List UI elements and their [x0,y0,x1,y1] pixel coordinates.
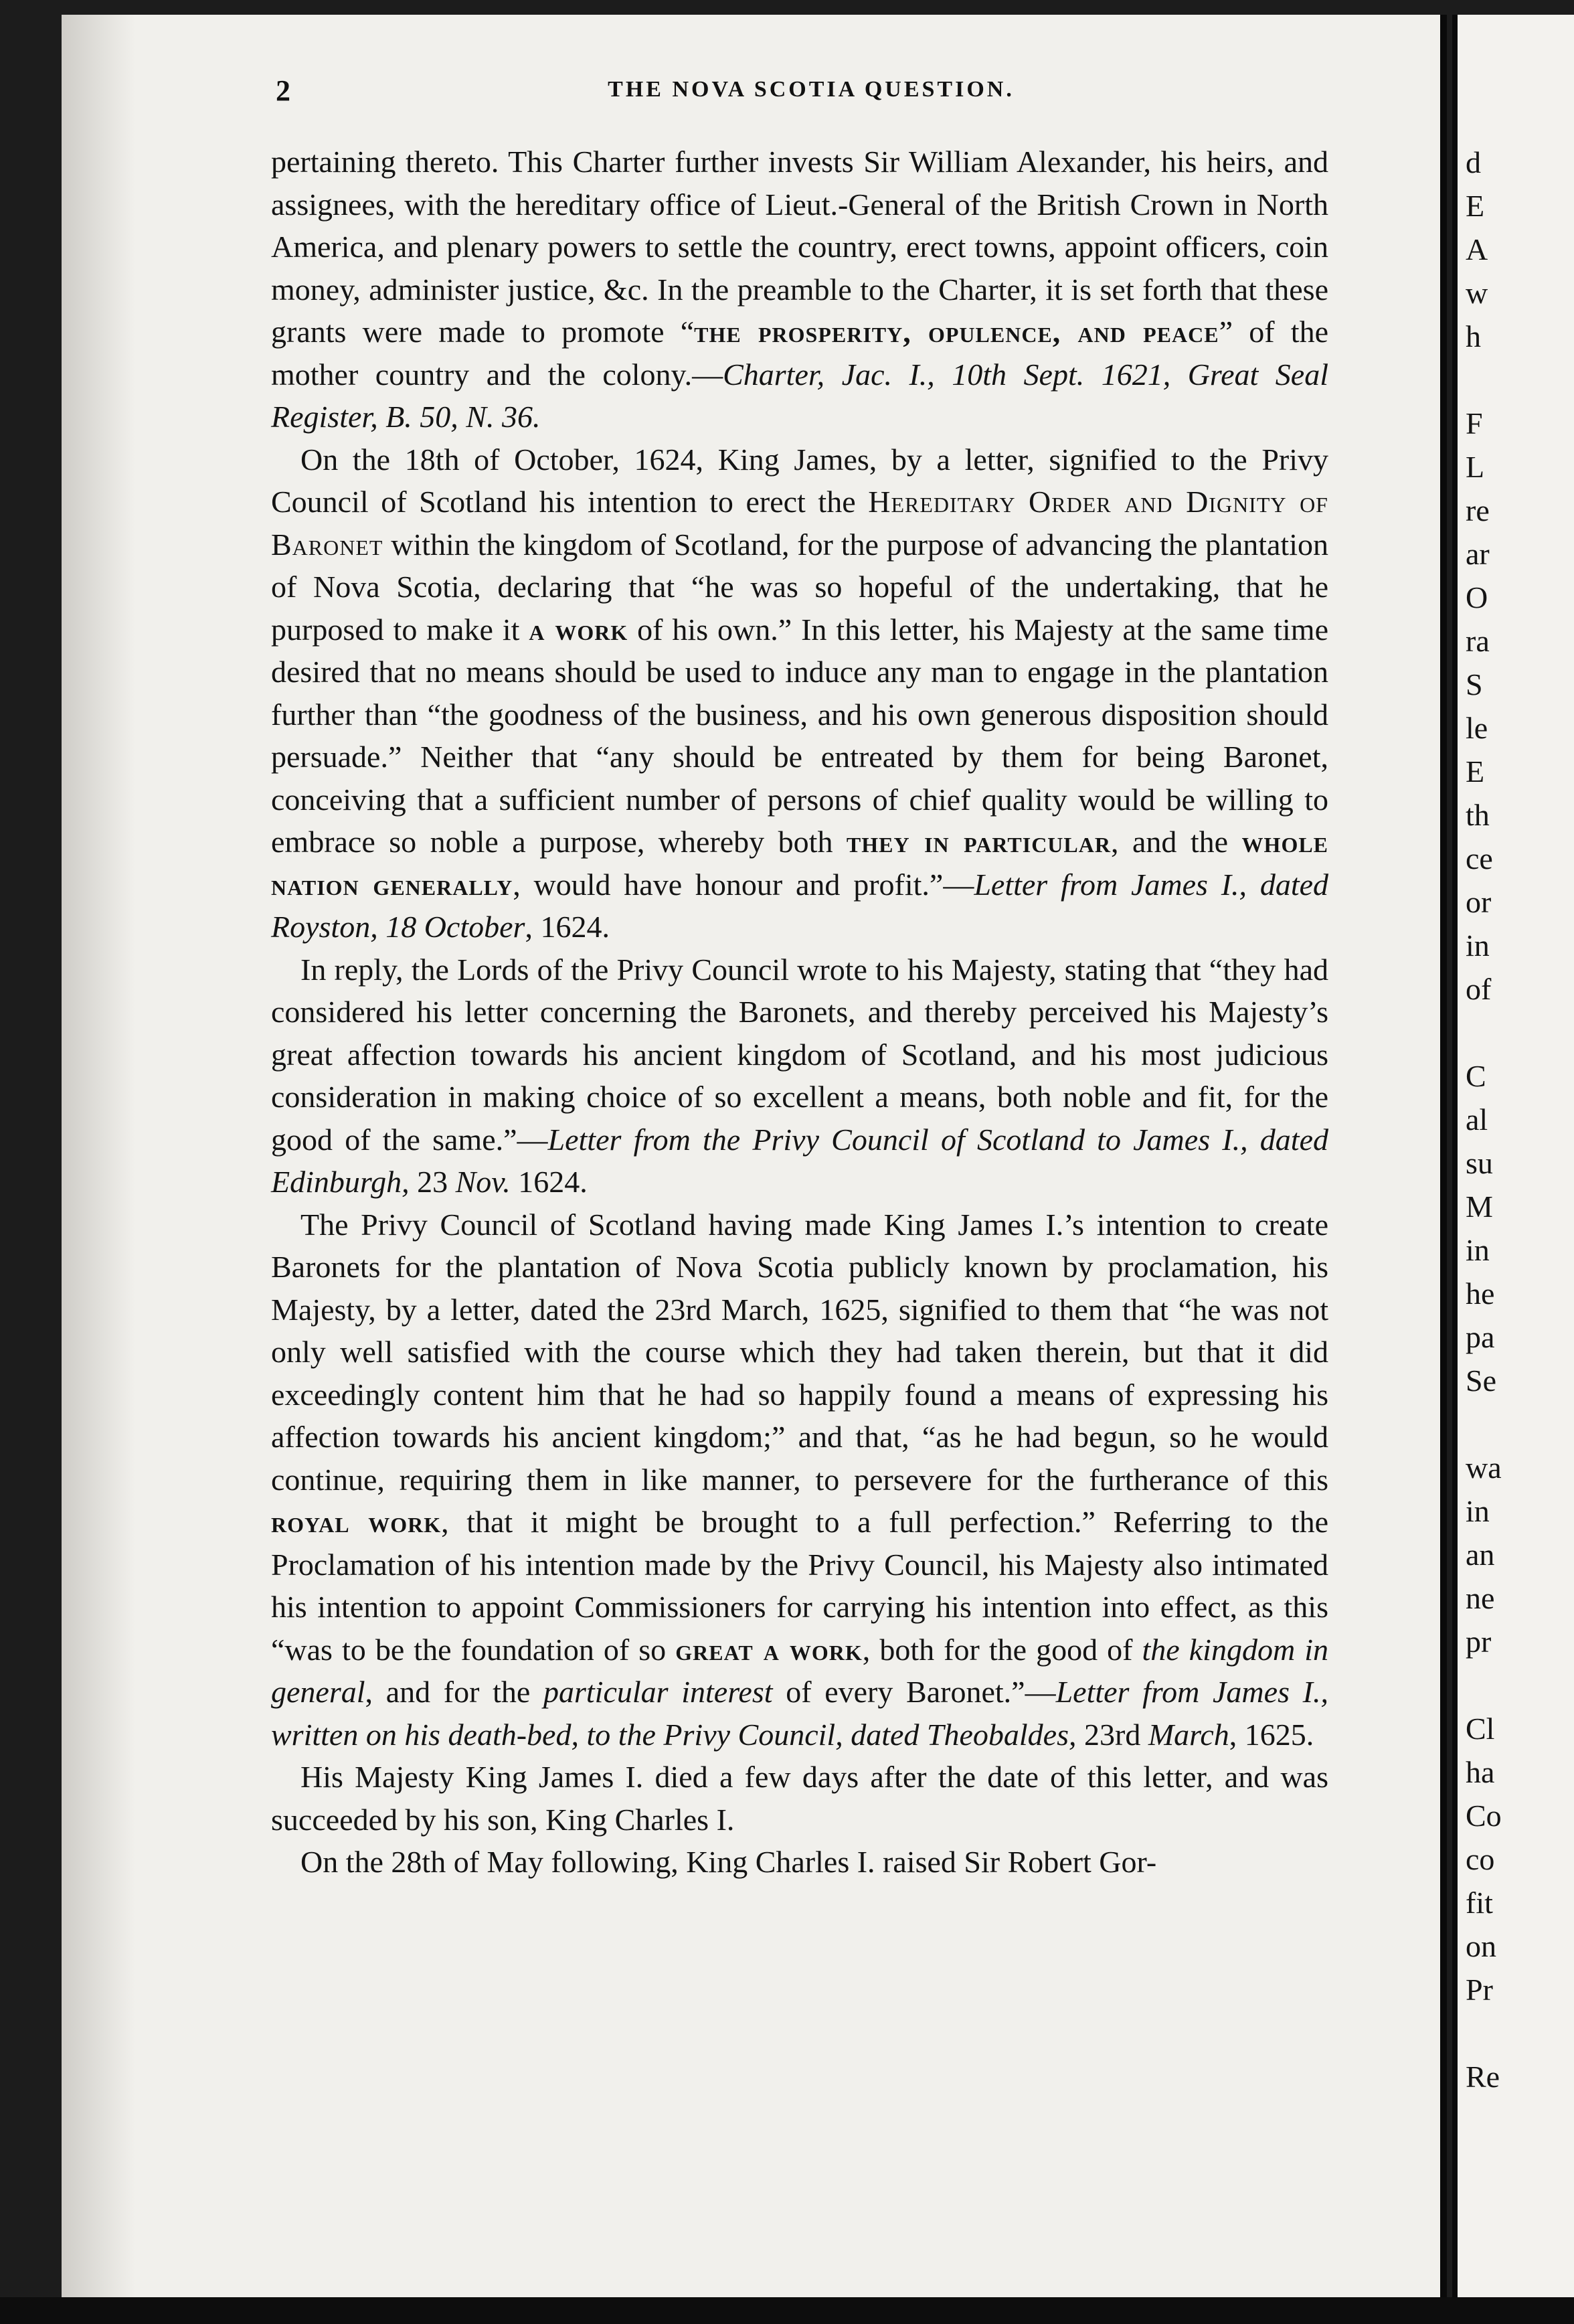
paragraph-text: 23rd [1076,1717,1148,1752]
paragraph-text: On the 18th of October, 1624, King James, by a letter, signified to the Privy Council of Scotland his intention to erect the [271,442,1328,519]
paragraph [271,1841,1328,1884]
small-caps-text: the prosperity, opulence, and peace [694,315,1219,349]
paragraph [271,438,1328,948]
adjacent-page-fragment: ar [1466,537,1490,571]
citation-text: Charter, Jac. I., 10th Sept. 1621, Great Seal Register, B. 50, N. 36. [271,357,1328,434]
small-caps-text: Hereditary Order and Dignity of Baronet [271,485,1328,562]
paragraph [271,1756,1328,1841]
adjacent-page-fragment: Se [1466,1363,1496,1398]
paragraph-text: 23 [409,1165,456,1199]
adjacent-page-fragment: he [1466,1276,1495,1311]
adjacent-page-fragment: Co [1466,1799,1502,1833]
adjacent-page-text [1466,141,1573,2098]
adjacent-page-fragment: E [1466,754,1485,788]
adjacent-page-fragment [1466,1402,1573,1446]
paragraph-text: , and for the [365,1675,543,1709]
paragraph-text: of his own.” In this letter, his Majesty at the same time desired that no means should be used to induce any man to engage in the plantation further than “the goodness of the business, and his own generous disposition should persuade.” Neither that “any should be entreated by them for being Baronet, conceiving that a sufficient number of persons of chief quality would be willing to embrace so noble a purpose, whereby both [271,612,1329,859]
page-header [276,37,1346,107]
paragraph-text: , 1624. [525,910,610,944]
citation-text: Nov. [455,1165,511,1199]
paragraph-text: of every Baronet.”— [772,1675,1056,1709]
paragraph-text: 1624. [510,1165,588,1199]
adjacent-page-fragment: E [1466,189,1485,223]
adjacent-page-fragment: wa [1466,1450,1502,1485]
adjacent-page-fragment: pa [1466,1320,1495,1354]
paragraph-text: , both for the good of [862,1632,1142,1667]
adjacent-page-fragment: fit [1466,1886,1493,1920]
adjacent-page-fragment: of [1466,972,1492,1006]
paragraph [271,948,1328,1204]
adjacent-page-fragment: A [1466,232,1488,266]
adjacent-page-fragment: co [1466,1842,1495,1876]
adjacent-page-fragment: re [1466,493,1490,527]
paragraph-text: pertaining thereto. This Charter further invests Sir William Alexander, his heirs, and assignees, with the hereditary office of Lieut.-General of the British Crown in North America, and plenary powers to settle the country, erect towns, appoint officers, coin money, administer justice, &c. In the preamble to the Charter, it is set forth that these grants were made to promote “ [271,145,1328,349]
adjacent-page-fragment: d [1466,145,1481,179]
paragraph-text: , would have honour and profit.”— [513,867,974,902]
paragraph-text: On the 28th of May following, King Charles I. raised Sir Robert Gor- [300,1845,1157,1879]
adjacent-page-fragment: M [1466,1189,1493,1224]
adjacent-page-fragment [1466,358,1573,402]
citation-text: Letter from James I., written on his death-bed, to the Privy Council, dated Theobaldes, [271,1675,1328,1752]
adjacent-page-fragment: F [1466,406,1483,440]
adjacent-page-fragment: w [1466,276,1488,310]
adjacent-page-fragment: al [1466,1102,1488,1137]
adjacent-page-fragment: in [1466,1494,1490,1528]
adjacent-page-fragment: in [1466,928,1490,963]
adjacent-page-fragment [1466,1663,1573,1707]
paragraph-text: , and the [1110,825,1242,859]
adjacent-page-fragment: su [1466,1146,1493,1180]
paragraph-text: His Majesty King James I. died a few days after the date of this letter, and was succeeded by his son, King Charles I. [271,1760,1328,1837]
small-caps-text: royal work [271,1505,442,1539]
paragraph [271,1204,1328,1756]
adjacent-page-fragment: Re [1466,2060,1500,2094]
adjacent-page-fragment [1466,1011,1573,1054]
adjacent-page-fragment: S [1466,667,1483,701]
adjacent-page-fragment: O [1466,580,1488,614]
adjacent-page-fragment: ne [1466,1581,1495,1615]
adjacent-page-fragment: or [1466,885,1492,919]
adjacent-page-fragment: ce [1466,841,1493,876]
paragraph-text: within the kingdom of Scotland, for the purpose of advancing the plantation of Nova Scotia, declaring that “he was so hopeful of the undertaking, that he purposed to make it [271,527,1328,647]
small-caps-text: a work [529,612,628,647]
paragraph-text: ” of the mother country and the colony.— [271,315,1328,392]
adjacent-page-fragment: th [1466,798,1490,832]
adjacent-page-fragment: Pr [1466,1973,1493,2007]
citation-text: Letter from the Privy Council of Scotland to James I., dated Edinburgh, [271,1122,1328,1199]
gutter-shadow [62,15,135,2297]
adjacent-page-fragment: pr [1466,1625,1492,1659]
adjacent-page-fragment: C [1466,1059,1486,1093]
citation-text: March [1148,1717,1229,1752]
paragraph-text: , 1625. [1229,1717,1314,1752]
adjacent-page-fragment: Cl [1466,1712,1495,1746]
paragraph-text: In reply, the Lords of the Privy Council wrote to his Majesty, stating that “they had considered his letter concerning the Baronets, and thereby perceived his Majesty’s great affection towards his ancient kingdom of Scotland, and his most judicious consideration in making choice of so excellent a means, both noble and fit, for the good of the same.”— [271,952,1328,1157]
paragraph [271,141,1328,438]
running-title: THE NOVA SCOTIA QUESTION. [608,77,1015,102]
adjacent-page-fragment: on [1466,1929,1496,1963]
adjacent-page-fragment: L [1466,450,1485,484]
small-caps-text: whole nation generally [271,825,1329,902]
adjacent-page-fragment: h [1466,319,1481,353]
small-caps-text: great a work [675,1632,863,1667]
adjacent-page-fragment: an [1466,1538,1495,1572]
paragraph-text: The Privy Council of Scotland having made King James I.’s intention to create Baronets for the plantation of Nova Scotia publicly known by proclamation, his Majesty, by a letter, dated the 23rd March, 1625, signified to them that “he was not only well satisfied with the course which they had taken therein, but that it did exceedingly content him that he had so happily found a means of expressing his affection towards his ancient kingdom;” and that, “as he had begun, so he would continue, requiring them in like manner, to persevere for the furtherance of this [271,1207,1328,1497]
page-number: 2 [276,74,290,107]
body-text [271,141,1328,1884]
citation-text: the kingdom in general [271,1632,1329,1709]
adjacent-page-fragment: in [1466,1233,1490,1267]
adjacent-page-fragment: ha [1466,1755,1495,1789]
scan-bottom-edge [0,2297,1574,2324]
paragraph-text: , that it might be brought to a full perfection.” Referring to the Proclamation of his intention made by the Privy Council, his Majesty also intimated his intention to appoint Commissioners for carrying his intention into effect, as this “was to be the foundation of so [271,1505,1328,1667]
adjacent-page-fragment: le [1466,711,1488,745]
small-caps-text: they in particular [846,825,1111,859]
adjacent-page-fragment [1466,2011,1573,2055]
adjacent-page-fragment: ra [1466,624,1490,658]
citation-text: Letter from James I., dated Royston, 18 October [271,867,1329,944]
citation-text: particular interest [543,1675,773,1709]
